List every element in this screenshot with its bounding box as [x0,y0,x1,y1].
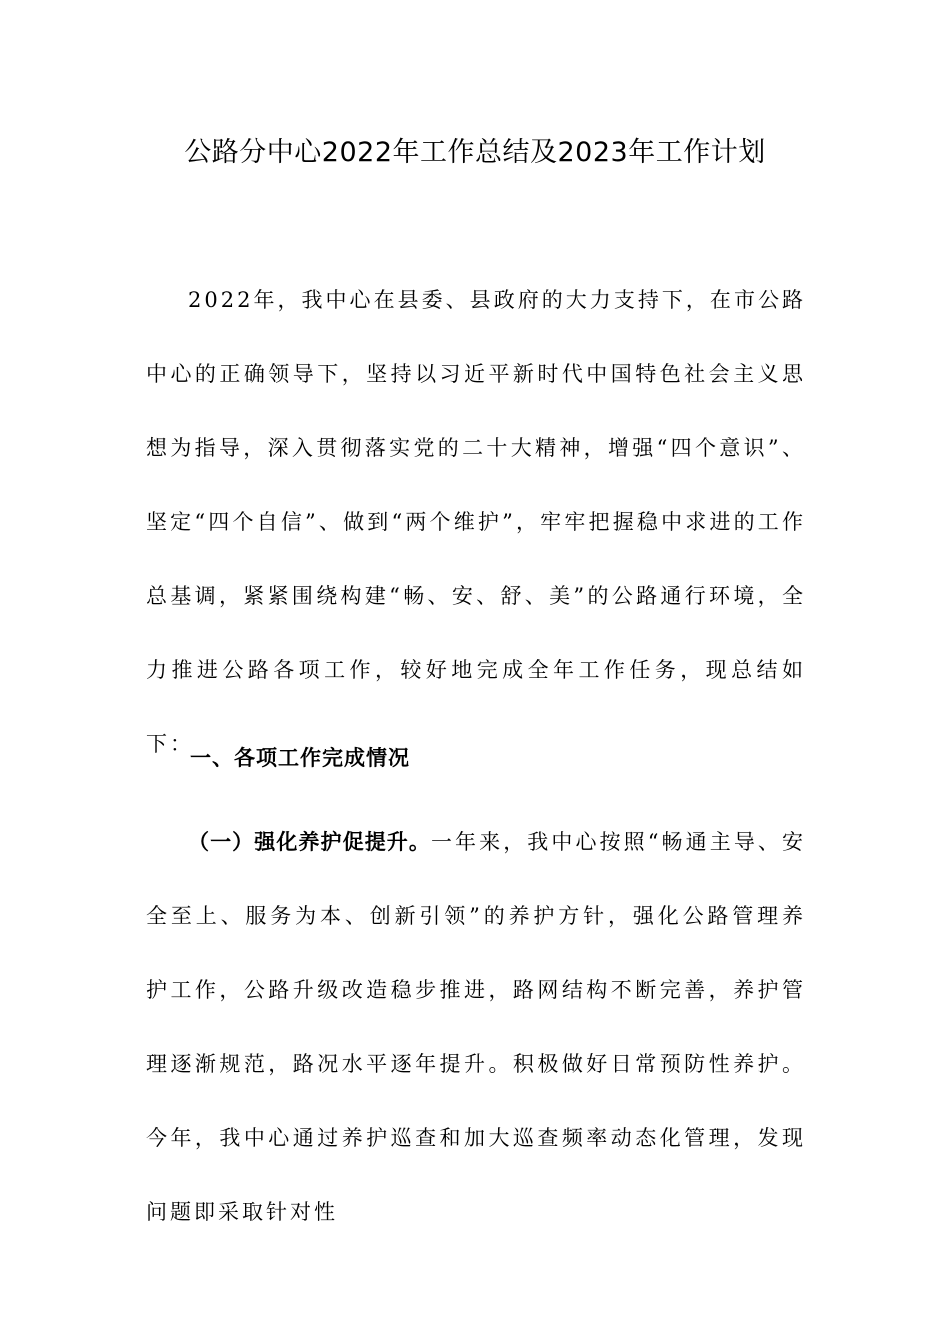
paragraph-body: 一年来，我中心按照“畅通主导、安全至上、服务为本、创新引领”的养护方针，强化公路管理养护工作，公路升级改造稳步推进，路网结构不断完善，养护管理逐渐规范，路况水平逐年提升。积极做好日常预防性养护。今年，我中心通过养护巡查和加大巡查频率动态化管理，发现问题即采取针对性 [146,830,806,1224]
maintenance-paragraph [146,805,806,1249]
intro-paragraph: 2022年，我中心在县委、县政府的大力支持下，在市公路中心的正确领导下，坚持以习近平新时代中国特色社会主义思想为指导，深入贯彻落实党的二十大精神，增强“四个意识”、坚定“四个自信”、做到“两个维护”，牢牢把握稳中求进的工作总基调，紧紧围绕构建“畅、安、舒、美”的公路通行环境，全力推进公路各项工作，较好地完成全年工作任务，现总结如下： [146,288,806,756]
document-title: 公路分中心2022年工作总结及2023年工作计划 [184,137,766,168]
section-heading: 一、各项工作完成情况 [190,746,410,770]
paragraph-lead: （一）强化养护促提升。 [188,830,431,854]
